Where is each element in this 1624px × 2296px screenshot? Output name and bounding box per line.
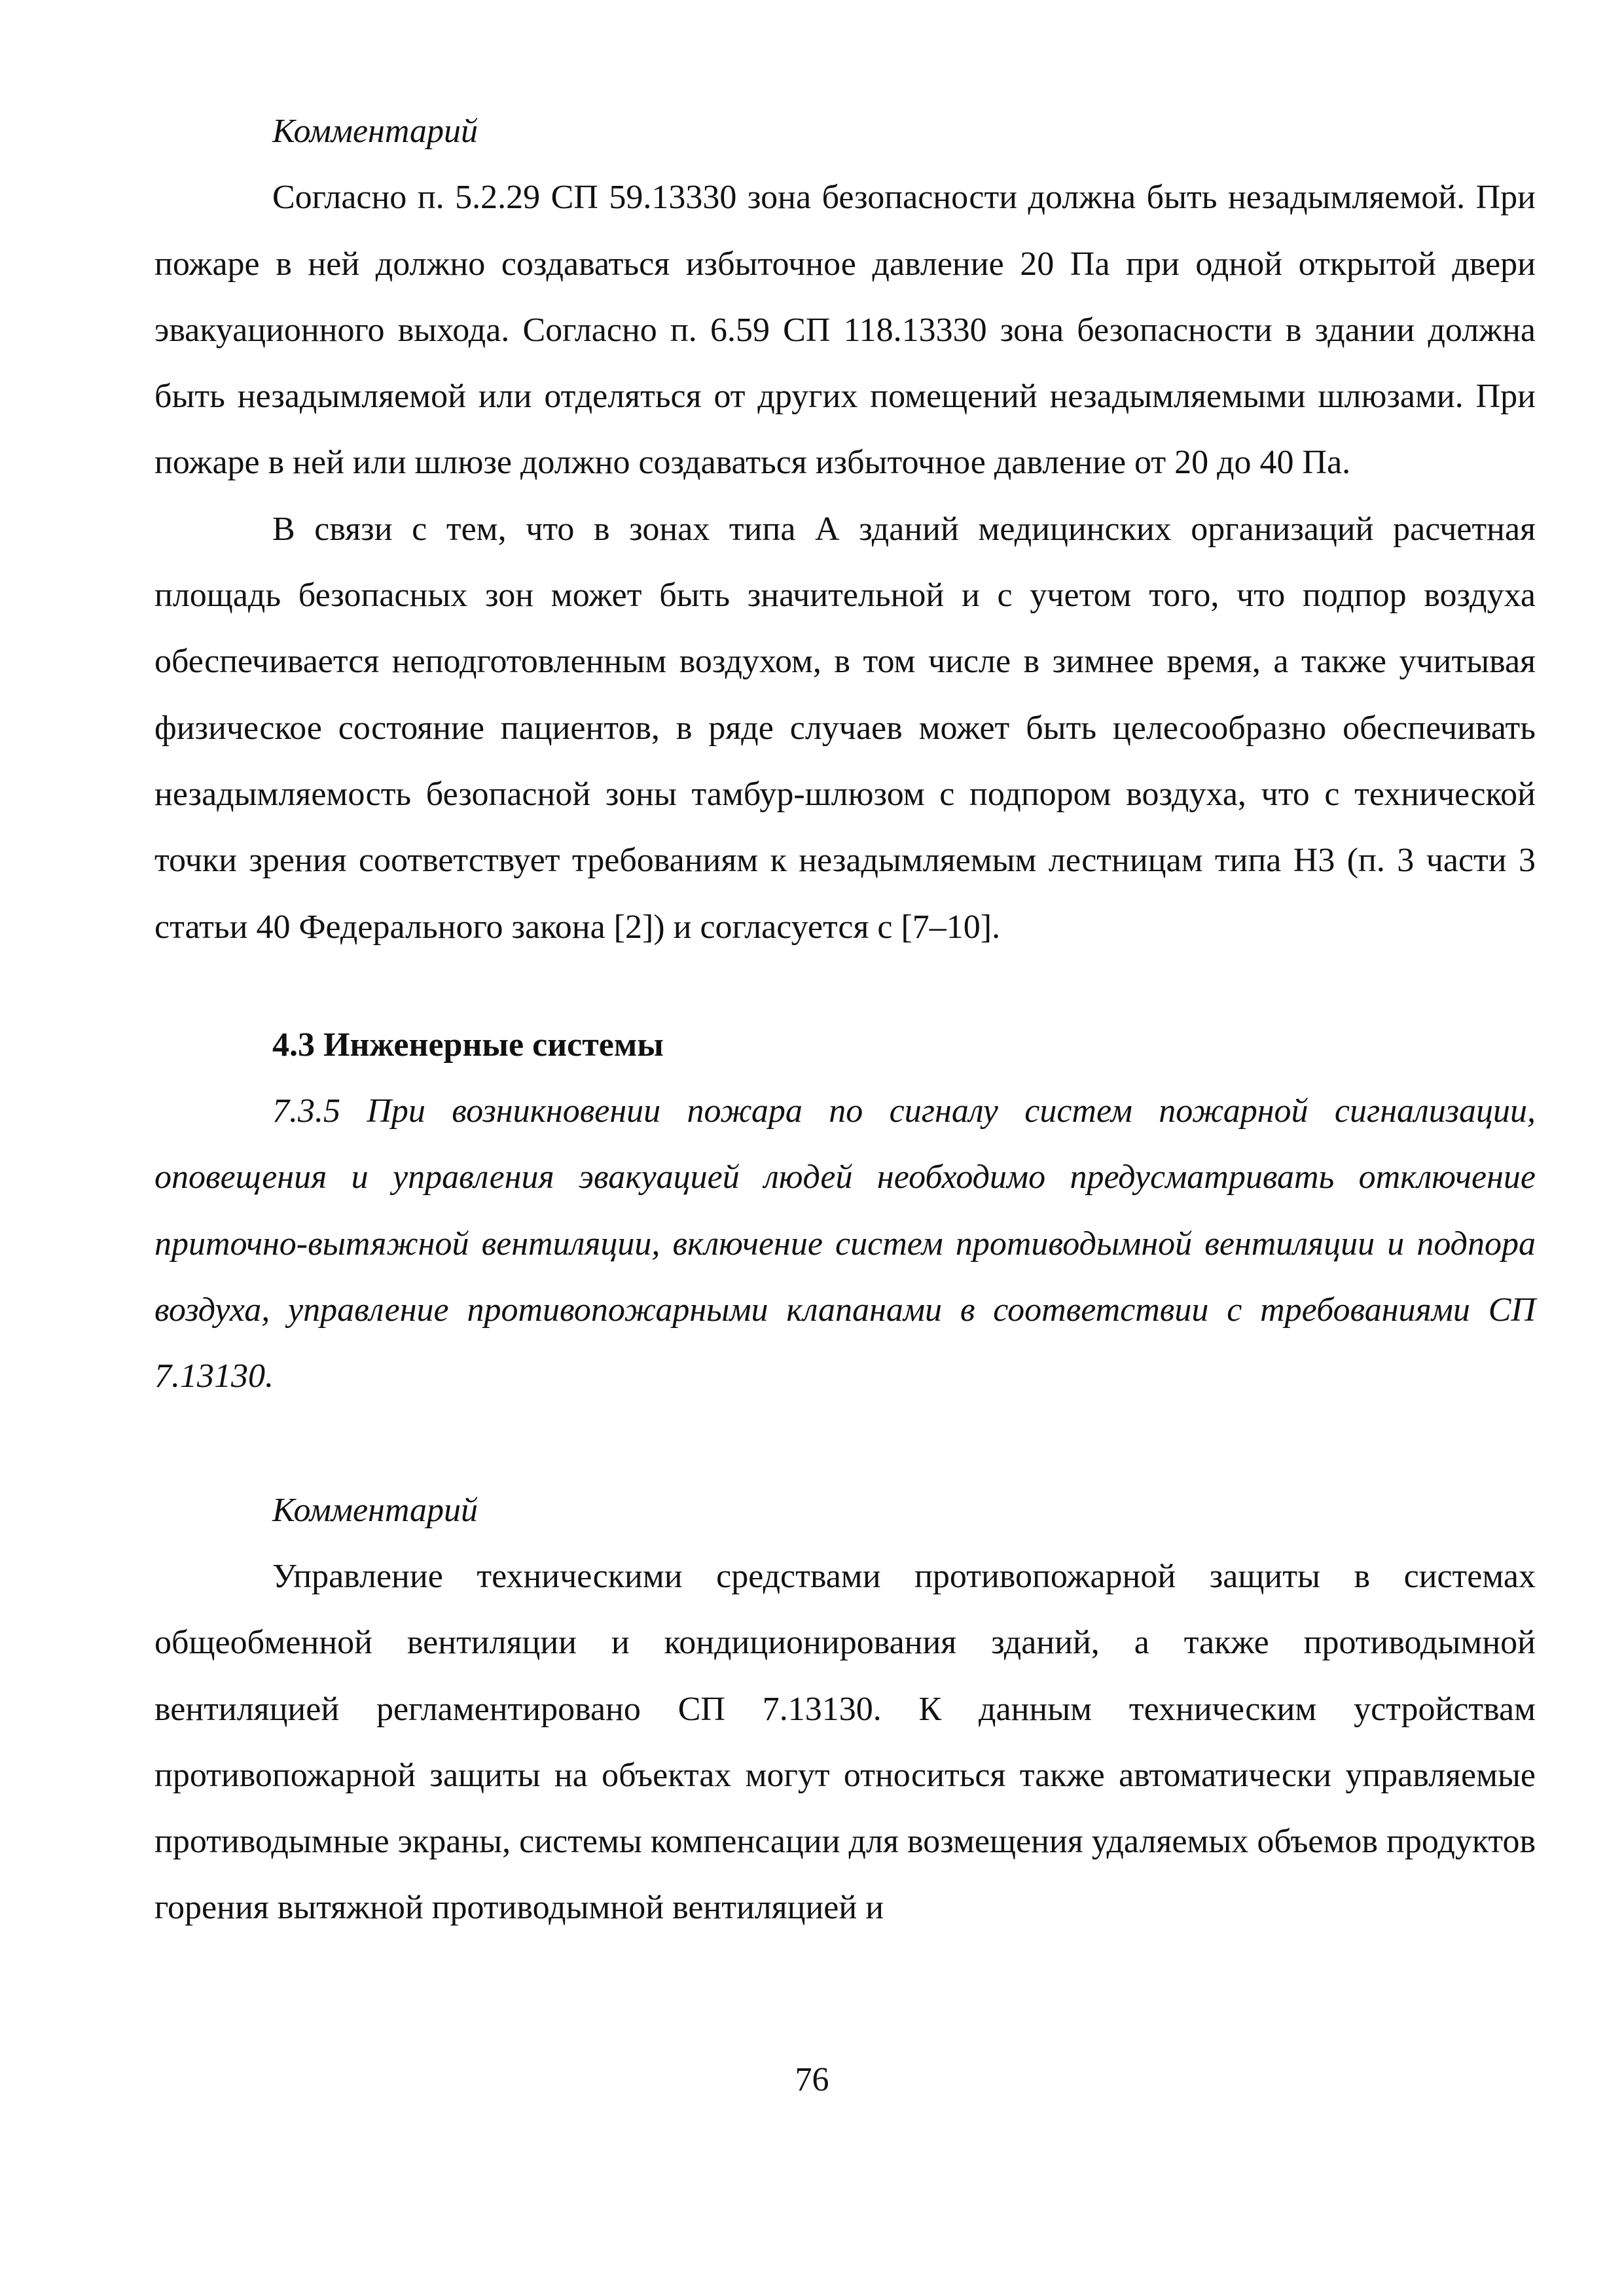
section-heading: 4.3 Инженерные системы (272, 1026, 664, 1064)
spacer (154, 1410, 1536, 1477)
comment-label: Комментарий (272, 113, 478, 150)
comment-paragraph: Управление техническими средствами противопожарной защиты в системах общеобменной вентиляции и кондиционирования зданий, а также противодымной вентиляцией регламентировано СП 7.13130. К данным техническим устройствам противопожарной защиты на объектах могут относиться также автоматически управляемые противодымные экраны, системы компенсации для возмещения удаляемых объемов продуктов горения вытяжной противодымной вентиляцией и (154, 1557, 1536, 1927)
comment-paragraph: В связи с тем, что в зонах типа А зданий медицинских организаций расчетная площадь безопасных зон может быть значительной и с учетом того, что подпор воздуха обеспечивается неподготовленным воздухом, в том числе в зимнее время, а также учитывая физическое состояние пациентов, в ряде случаев может быть целесообразно обеспечивать незадымляемость безопасной зоны тамбур-шлюзом с подпором воздуха, что с технической точки зрения соответствует требованиям к незадымляемым лестницам типа Н3 (п. 3 части 3 статьи 40 Федерального закона [2]) и согласуется с [7–10]. (154, 510, 1536, 946)
comment-label: Комментарий (272, 1491, 478, 1529)
page-number: 76 (795, 2061, 829, 2098)
comment-paragraph: Согласно п. 5.2.29 СП 59.13330 зона безопасности должна быть незадымляемой. При пожаре в ней должно создаваться избыточное давление 20 Па при одной открытой двери эвакуационного выхода. Согласно п. 6.59 СП 118.13330 зона безопасности в здании должна быть незадымляемой или отделяться от других помещений незадымляемыми шлюзами. При пожаре в ней или шлюзе должно создаваться избыточное давление от 20 до 40 Па. (154, 179, 1536, 482)
spacer (154, 960, 1536, 1012)
document-page (154, 98, 1536, 1941)
clause-text: 7.3.5 При возникновении пожара по сигналу систем пожарной сигнализации, оповещения и управления эвакуацией людей необходимо предусматривать отключение приточно-вытяжной вентиляции, включение систем противодымной вентиляции и подпора воздуха, управление противопожарными клапанами в соответствии с требованиями СП 7.13130. (154, 1092, 1536, 1395)
